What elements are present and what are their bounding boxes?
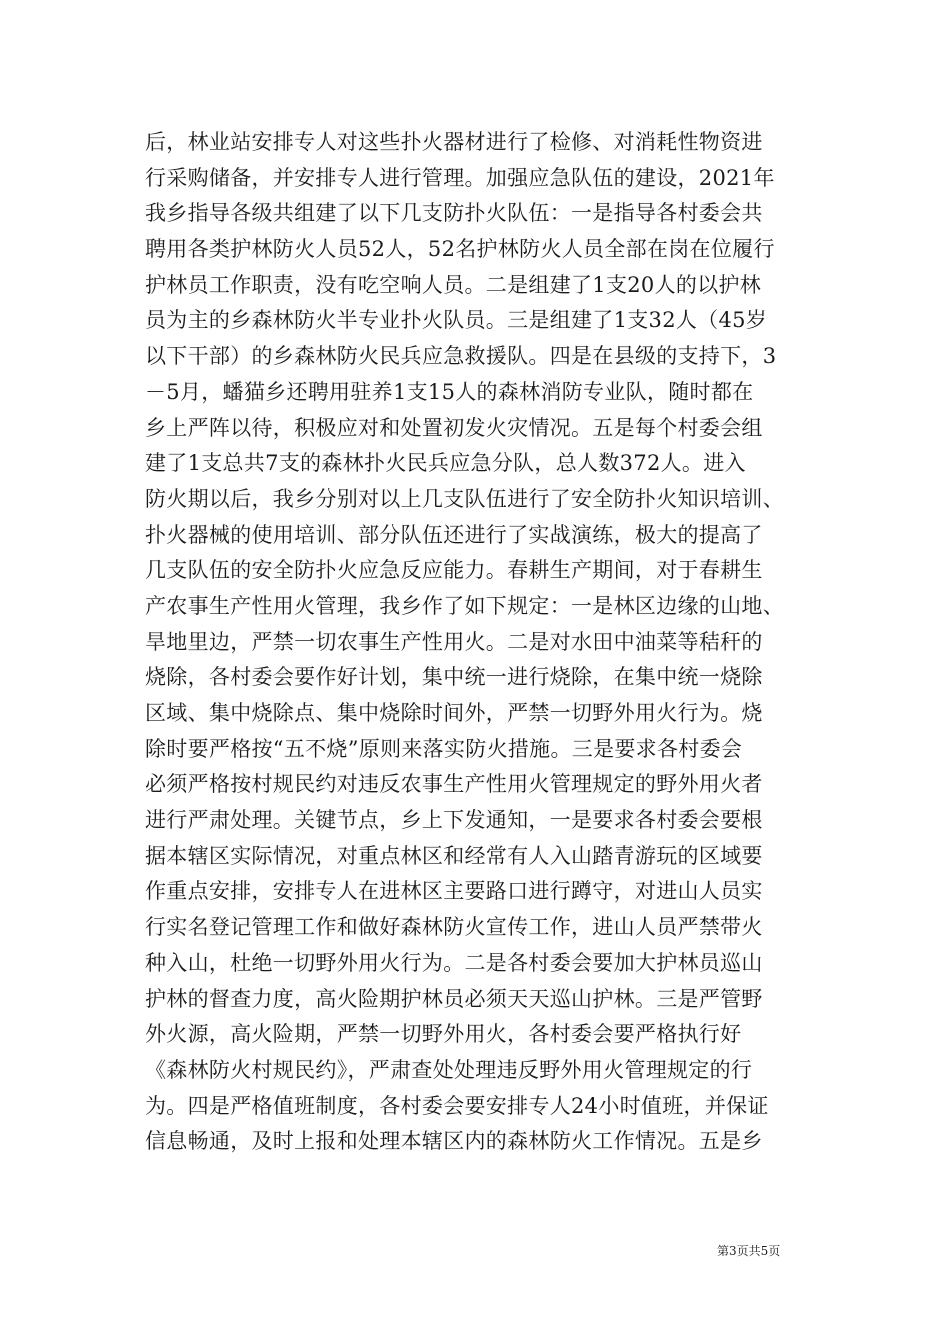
text-line: 扑火器械的使用培训、部分队伍还进行了实战演练，极大的提高了 [145,522,763,547]
text-line: 护林员工作职责，没有吃空响人员。二是组建了1支20人的以护林 [145,272,762,297]
page-number: 第3页共5页 [717,1244,781,1258]
text-line: 信息畅通，及时上报和处理本辖区内的森林防火工作情况。五是乡 [145,1129,763,1154]
text-line: －5月，蟠猫乡还聘用驻养1支15人的森林消防专业队，随时都在 [145,379,754,404]
text-line: 种入山，杜绝一切野外用火行为。二是各村委会要加大护林员巡山 [145,950,763,975]
text-line: 区域、集中烧除点、集中烧除时间外，严禁一切野外用火行为。烧 [145,701,763,725]
text-line: 防火期以后，我乡分别对以上几支队伍进行了安全防扑火知识培训、 [145,486,784,511]
text-line: 除时要严格按“五不烧”原则来落实防火措施。三是要求各村委会 [145,736,743,761]
text-line: 烧除，各村委会要作好计划，集中统一进行烧除，在集中统一烧除 [145,665,763,690]
text-line: 员为主的乡森林防火半专业扑火队员。三是组建了1支32人（45岁 [145,308,768,333]
text-line: 乡上严阵以待，积极应对和处置初发火灾情况。五是每个村委会组 [145,415,763,440]
text-line: 行采购储备，并安排专人进行管理。加强应急队伍的建设，2021年 [145,165,775,190]
text-line: 护林的督查力度，高火险期护林员必须天天巡山护林。三是严管野 [145,986,763,1011]
text-line: 以下干部）的乡森林防火民兵应急救援队。四是在县级的支持下，3 [145,344,777,369]
text-line: 后，林业站安排专人对这些扑火器材进行了检修、对消耗性物资进 [145,130,763,154]
page-footer [0,1241,950,1261]
text-line: 建了1支总共7支的森林扑火民兵应急分队，总人数372人。进入 [145,451,746,476]
text-line: 必须严格按村规民约对违反农事生产性用火管理规定的野外用火者 [145,772,763,797]
text-line: 产农事生产性用火管理，我乡作了如下规定：一是林区边缘的山地、 [145,593,784,618]
text-line: 据本辖区实际情况，对重点林区和经常有人入山踏青游玩的区域要 [145,843,763,868]
text-line: 进行严肃处理。关键节点，乡上下发通知，一是要求各村委会要根 [145,808,763,833]
text-line: 行实名登记管理工作和做好森林防火宣传工作，进山人员严禁带火 [145,915,763,940]
text-line: 《森林防火村规民约》，严肃查处处理违反野外用火管理规定的行 [145,1057,753,1082]
text-line: 我乡指导各级共组建了以下几支防扑火队伍：一是指导各村委会共 [145,201,763,226]
text-line: 聘用各类护林防火人员52人，52名护林防火人员全部在岗在位履行 [145,237,775,262]
text-line: 作重点安排，安排专人在进林区主要路口进行蹲守，对进山人员实 [145,879,763,904]
text-line: 旱地里边，严禁一切农事生产性用火。二是对水田中油菜等秸秆的 [145,629,763,654]
text-line: 为。四是严格值班制度，各村委会要安排专人24小时值班，并保证 [145,1093,769,1118]
body-paragraph [145,125,835,1160]
text-line: 外火源，高火险期，严禁一切野外用火，各村委会要严格执行好 [145,1022,742,1047]
text-line: 几支队伍的安全防扑火应急反应能力。春耕生产期间，对于春耕生 [145,558,763,583]
